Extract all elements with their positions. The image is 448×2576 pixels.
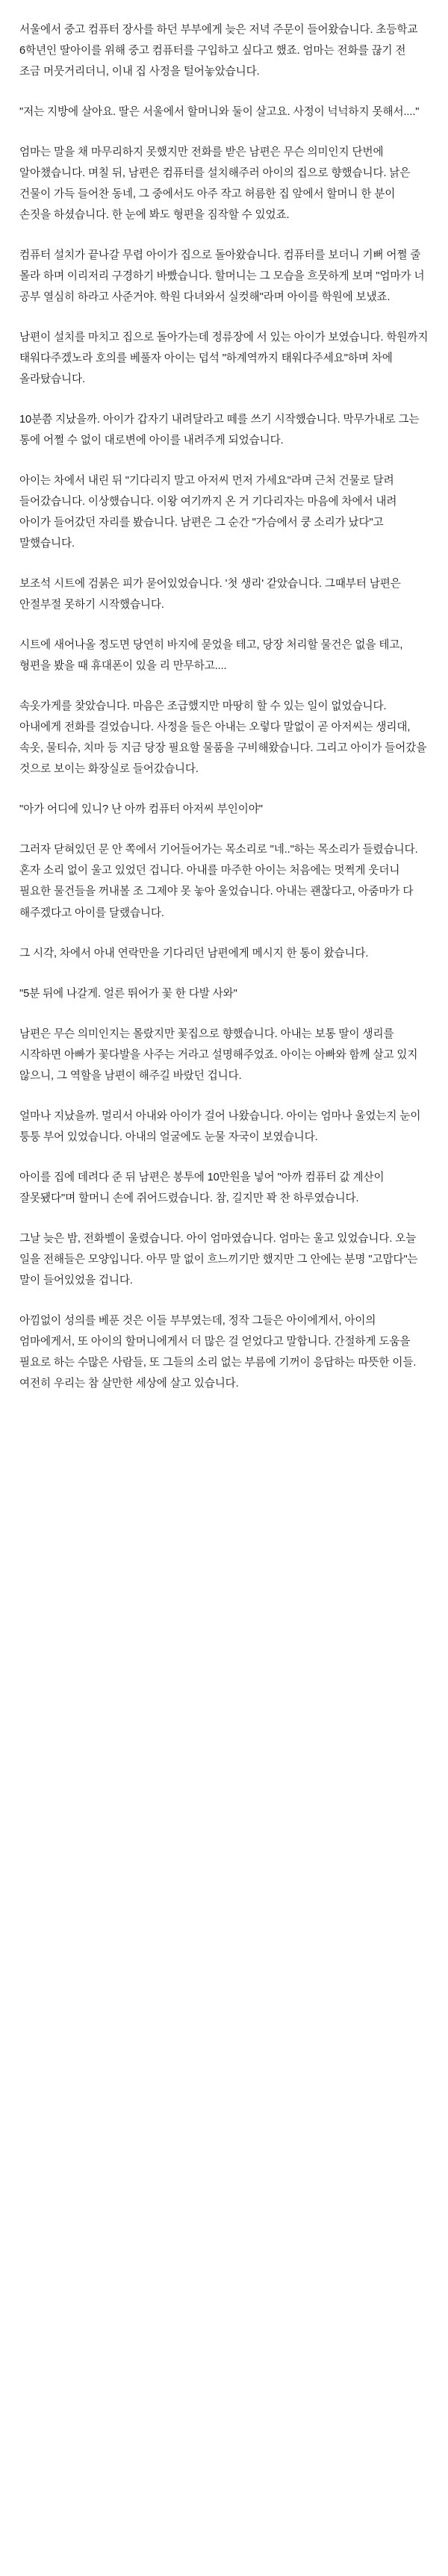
story-paragraph: "5분 뒤에 나갈게. 얼른 뛰어가 꽃 한 다발 사와" bbox=[19, 987, 237, 1000]
story-paragraph: 10분쯤 지났을까. 아이가 갑자기 내려달라고 떼를 쓰기 시작했습니다. 막무가내로 그는 통에 어쩔 수 없이 대로변에 아이를 내려주게 되었습니다. bbox=[19, 414, 423, 447]
story-paragraph: "저는 지방에 살아요. 딸은 서울에서 할머니와 둘이 살고요. 사정이 넉넉하지 못해서...." bbox=[19, 106, 420, 119]
story-paragraph: 엄마는 말을 채 마무리하지 못했지만 전화를 받은 남편은 무슨 의미인지 단번에 알아챘습니다. 며칠 뒤, 남편은 컴퓨터를 설치해주러 아이의 집으로 향했습니다. 낡은 건물이 가득 들어찬 동네, 그 중에서도 아주 작고 허름한 집 앞에서 할머니 한 분이 손짓을 하셨습니다. 한 눈에 봐도 형편을 짐작할 수 있었죠. bbox=[19, 146, 414, 222]
story-paragraph: 서울에서 중고 컴퓨터 장사를 하던 부부에게 늦은 저녁 주문이 들어왔습니다. 초등학교 6학년인 딸아이를 위해 중고 컴퓨터를 구입하고 싶다고 했죠. 엄마는 전화를 끊기 전 조금 머뭇거리더니, 이내 집 사정을 털어놓았습니다. bbox=[19, 24, 421, 78]
story-paragraph: 속옷가게를 찾았습니다. 마음은 조급했지만 마땅히 할 수 있는 일이 없었습니다. 아내에게 전화를 걸었습니다. 사정을 들은 아내는 오렇다 말없이 곧 아저씨는 생리대, 속옷, 물티슈, 치마 등 지금 당장 필요할 물품을 구비해왔습니다. 그리고 아이가 들어갔을 것으로 보이는 화장실로 들어갔습니다. bbox=[19, 700, 430, 776]
story-paragraph: "아가 어디에 있니? 난 아까 컴퓨터 아저씨 부인이야" bbox=[19, 803, 263, 816]
story-paragraph: 남편은 무슨 의미인지는 몰랐지만 꽃집으로 향했습니다. 아내는 보통 딸이 생리를 시작하면 아빠가 꽃다발을 사주는 거라고 설명해주었죠. 아이는 아빠와 함께 살고 있지 않으니, 그 역할을 남편이 해주길 바랐던 겁니다. bbox=[19, 1027, 421, 1082]
story-paragraph: 그 시각, 차에서 아내 연락만을 기다리던 남편에게 메시지 한 통이 왔습니다. bbox=[19, 947, 369, 959]
story-paragraph: 그러자 닫혀있던 문 안 쪽에서 기어들어가는 목소리로 "네.."하는 목소리가 들렸습니다. 혼자 소리 없이 울고 있었던 겁니다. 아내를 마주한 아이는 처음에는 멋쩍게 웃더니 필요한 물건들을 꺼내볼 조 그제야 못 놓아 울었습니다. 아내는 괜찮다고, 아줌마가 다 해주겠다고 아이를 달랬습니다. bbox=[19, 844, 421, 919]
story-paragraph: 아이는 차에서 내린 뒤 "기다리지 말고 아저씨 먼저 가세요"라며 근처 건물로 달려 들어갔습니다. 이상했습니다. 이왕 여기까지 온 거 기다리자는 마음에 차에서 내려 아이가 들어갔던 자리를 봤습니다. 남편은 그 순간 "가슴에서 쿵 소리가 났다"고 말했습니다. bbox=[19, 475, 400, 550]
story-paragraph: 그날 늦은 밤, 전화벨이 울렸습니다. 아이 엄마였습니다. 엄마는 울고 있었습니다. 오늘 일을 전해들은 모양입니다. 아무 말 없이 흐느끼기만 했지만 그 안에는 분명 "고맙다"는 말이 들어있었을 겁니다. bbox=[19, 1232, 421, 1287]
story-paragraph: 얼마나 지났을까. 멀리서 아내와 아이가 걸어 나왔습니다. 아이는 엄마나 울었는지 눈이 퉁퉁 부어 있었습니다. 아내의 얼굴에도 눈물 자국이 보였습니다. bbox=[19, 1110, 424, 1143]
story-paragraph: 남편이 설치를 마치고 집으로 돌아가는데 정류장에 서 있는 아이가 보였습니다. 학원까지 태워다주겠노라 호의를 베풀자 아이는 덥석 "하계역까지 태워다주세요"하며 차에 올라탔습니다. bbox=[19, 332, 432, 386]
story-paragraph: 시트에 새어나올 정도면 당연히 바지에 묻었을 테고, 당장 처리할 물건은 없을 테고, 형편을 봤을 때 휴대폰이 있을 리 만무하고.... bbox=[19, 639, 406, 673]
story-paragraph: 보조석 시트에 검붉은 피가 묻어있었습니다. '첫 생리' 같았습니다. 그때부터 남편은 안절부절 못하기 시작했습니다. bbox=[19, 578, 404, 612]
story-paragraph: 아낌없이 성의를 베푼 것은 이들 부부였는데, 정작 그들은 아이에게서, 아이의 엄마에게서, 또 아이의 할머니에게서 더 많은 걸 얻었다고 말합니다. 간절하게 도움을 필요로 하는 수많은 사람들, 또 그들의 소리 없는 부름에 기꺼이 응답하는 따뜻한 이들. 여전히 우리는 참 살만한 세상에 살고 있습니다. bbox=[19, 1314, 420, 1390]
story-paragraph: 컴퓨터 설치가 끝나갈 무렵 아이가 집으로 돌아왔습니다. 컴퓨터를 보더니 기뻐 어쩔 줄 몰라 하며 이리저리 구경하기 바빴습니다. 할머니는 그 모습을 흐뭇하게 보며 "엄마가 너 공부 열심히 하라고 사준거야. 학원 다녀와서 실컷해"라며 아이를 학원에 보냈죠. bbox=[19, 249, 428, 304]
story-paragraph: 아이를 집에 데려다 준 뒤 남편은 봉투에 10만원을 넣어 "아까 컴퓨터 값 계산이 잘못됐다"며 할머니 손에 쥐어드렸습니다. 참, 길지만 꽉 찬 하루였습니다. bbox=[19, 1171, 388, 1204]
